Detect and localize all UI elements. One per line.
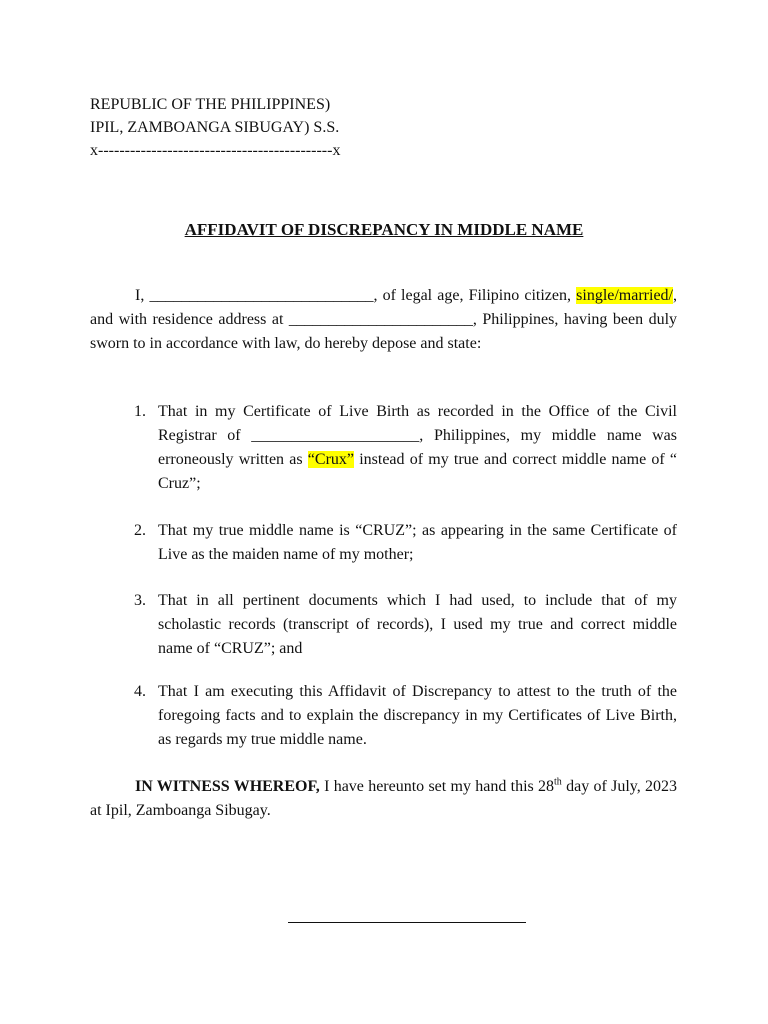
registrar-blank: _____________________ [251, 427, 420, 444]
item-text: That my true middle name is “CRUZ”; as appearing in the same Certificate of Live as the maiden name of my mother; [158, 522, 677, 563]
witness-heading: IN WITNESS WHEREOF, [135, 778, 320, 795]
item-number: 1. [134, 403, 146, 420]
item-1-text-a: That in my Certificate of Live Birth as recorded in the Office of the Civil Registrar of [158, 403, 677, 444]
name-blank: ____________________________ [149, 287, 374, 304]
witness-paragraph [90, 775, 677, 823]
intro-text-2: , of legal age, Filipino citizen, [373, 287, 572, 304]
list-item [90, 400, 677, 496]
venue-line-city: IPIL, ZAMBOANGA SIBUGAY) S.S. [90, 119, 340, 136]
list-item [90, 519, 677, 567]
address-blank: _______________________ [288, 311, 473, 328]
item-number: 4. [134, 683, 146, 700]
document-title: AFFIDAVIT OF DISCREPANCY IN MIDDLE NAME [184, 220, 584, 239]
erroneous-name-highlight: “Crux” [307, 451, 354, 468]
ordinal-suffix: th [554, 776, 562, 788]
item-1-text-c: instead of my true and correct middle name of “ Cruz”; [158, 451, 678, 492]
intro-text-4: , Philippines, having been duly sworn to in accordance with law, do hereby depose and state: [90, 311, 678, 352]
item-number: 3. [134, 592, 146, 609]
witness-text-1: I have hereunto set my hand this 28 [324, 778, 555, 795]
intro-text-3: , and with residence address at [90, 287, 677, 328]
item-text: That I am executing this Affidavit of Discrepancy to attest to the truth of the foregoing facts and to explain the discrepancy in my Certificates of Live Birth, as regards my true middle name. [158, 683, 677, 748]
witness-text-2: day of July, 2023 at Ipil, Zamboanga Sibugay. [90, 778, 678, 819]
venue-line-republic: REPUBLIC OF THE PHILIPPINES) [90, 96, 331, 113]
intro-paragraph [90, 284, 677, 356]
item-1-text-b: , Philippines, my middle name was erroneously written as [158, 427, 677, 468]
intro-text-1: I, [135, 287, 145, 304]
venue-separator: x--------------------------------------------x [90, 142, 341, 159]
list-item [90, 680, 677, 752]
item-text: That in all pertinent documents which I had used, to include that of my scholastic records (transcript of records), I used my true and correct middle name of “CRUZ”; and [158, 592, 677, 657]
signature-line [288, 912, 526, 923]
list-item [90, 589, 677, 661]
venue-header [90, 93, 340, 162]
item-text [158, 400, 677, 496]
civil-status-highlight: single/married/ [576, 287, 673, 304]
item-number: 2. [134, 522, 146, 539]
